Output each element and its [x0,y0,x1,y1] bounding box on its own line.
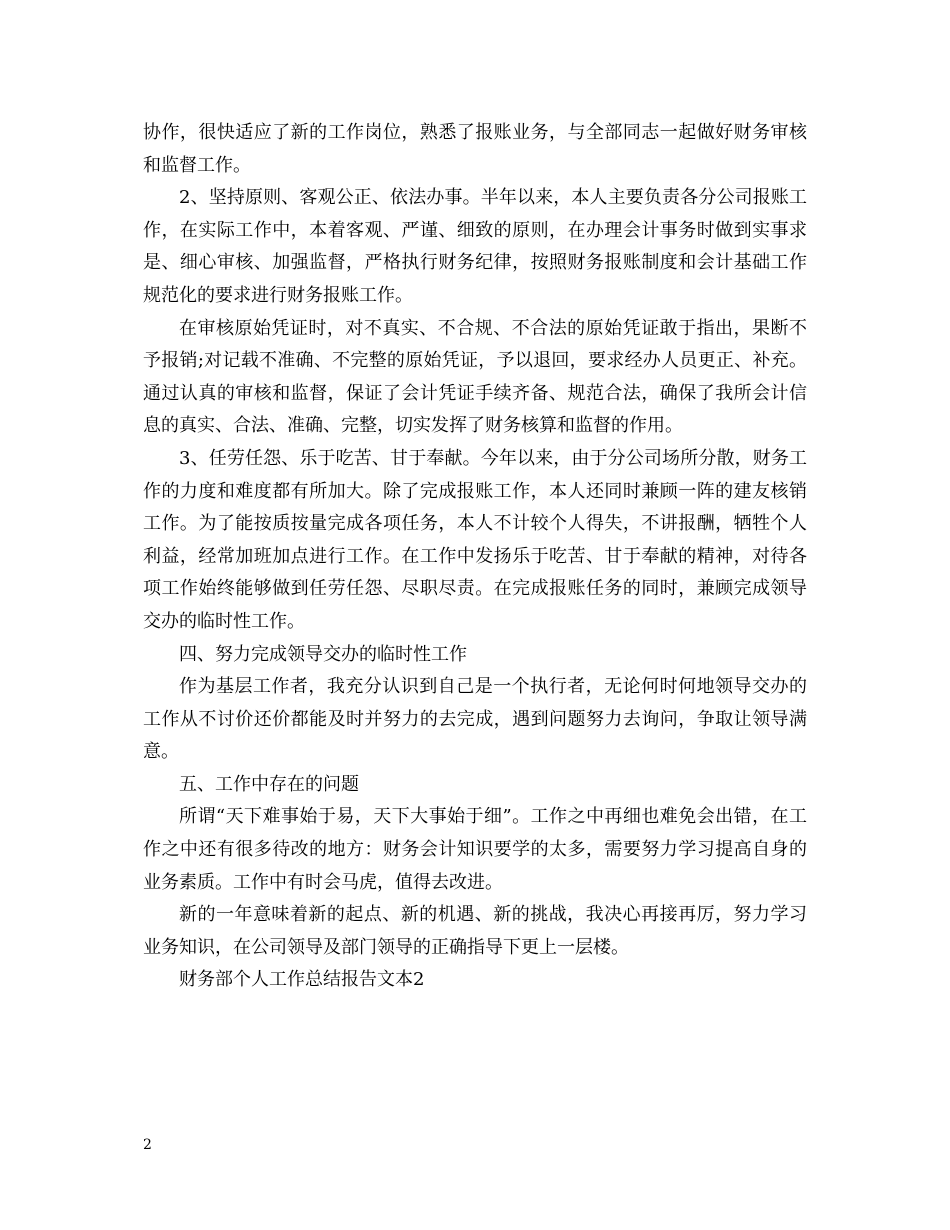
document-body [143,117,807,997]
paragraph-new-year: 新的一年意味着新的起点、新的机遇、新的挑战，我决心再接再厉，努力学习业务知识，在公司领导及部门领导的正确指导下更上一层楼。 [143,904,807,958]
section-heading-problems: 五、工作中存在的问题 [179,773,359,795]
section-heading-temporary-tasks: 四、努力完成领导交办的临时性工作 [179,643,467,665]
paragraph-principles: 2、坚持原则、客观公正、依法办事。半年以来，本人主要负责各分公司报账工作，在实际工作中，本着客观、严谨、细致的原则，在办理会计事务时做到实事求是、细心审核、加强监督，严格执行财务纪律，按照财务报账制度和会计基础工作规范化的要求进行财务报账工作。 [143,187,807,306]
document-subtitle-report-2: 财务部个人工作总结报告文本2 [179,969,425,991]
page-number: 2 [143,1137,152,1153]
paragraph-problems: 所谓“天下难事始于易，天下大事始于细”。工作之中再细也难免会出错，在工作之中还有很多待改的地方：财务会计知识要学的太多，需要努力学习提高自身的业务素质。工作中有时会马虎，值得去改进。 [143,806,807,893]
paragraph-continuation: 协作，很快适应了新的工作岗位，熟悉了报账业务，与全部同志一起做好财务审核和监督工作。 [143,122,807,176]
paragraph-executor: 作为基层工作者，我充分认识到自己是一个执行者，无论何时何地领导交办的工作从不讨价还价都能及时并努力的去完成，遇到问题努力去询问，争取让领导满意。 [143,676,807,763]
paragraph-voucher-review: 在审核原始凭证时，对不真实、不合规、不合法的原始凭证敢于指出，果断不予报销;对记载不准确、不完整的原始凭证，予以退回，要求经办人员更正、补充。通过认真的审核和监督，保证了会计凭证手续齐备、规范合法，确保了我所会计信息的真实、合法、准确、完整，切实发挥了财务核算和监督的作用。 [143,317,807,437]
paragraph-dedication: 3、任劳任怨、乐于吃苦、甘于奉献。今年以来，由于分公司场所分散，财务工作的力度和难度都有所加大。除了完成报账工作，本人还同时兼顾一阵的建友核销工作。为了能按质按量完成各项任务，本人不计较个人得失，不讲报酬，牺牲个人利益，经常加班加点进行工作。在工作中发扬乐于吃苦、甘于奉献的精神，对待各项工作始终能够做到任劳任怨、尽职尽责。在完成报账任务的同时，兼顾完成领导交办的临时性工作。 [143,447,807,632]
